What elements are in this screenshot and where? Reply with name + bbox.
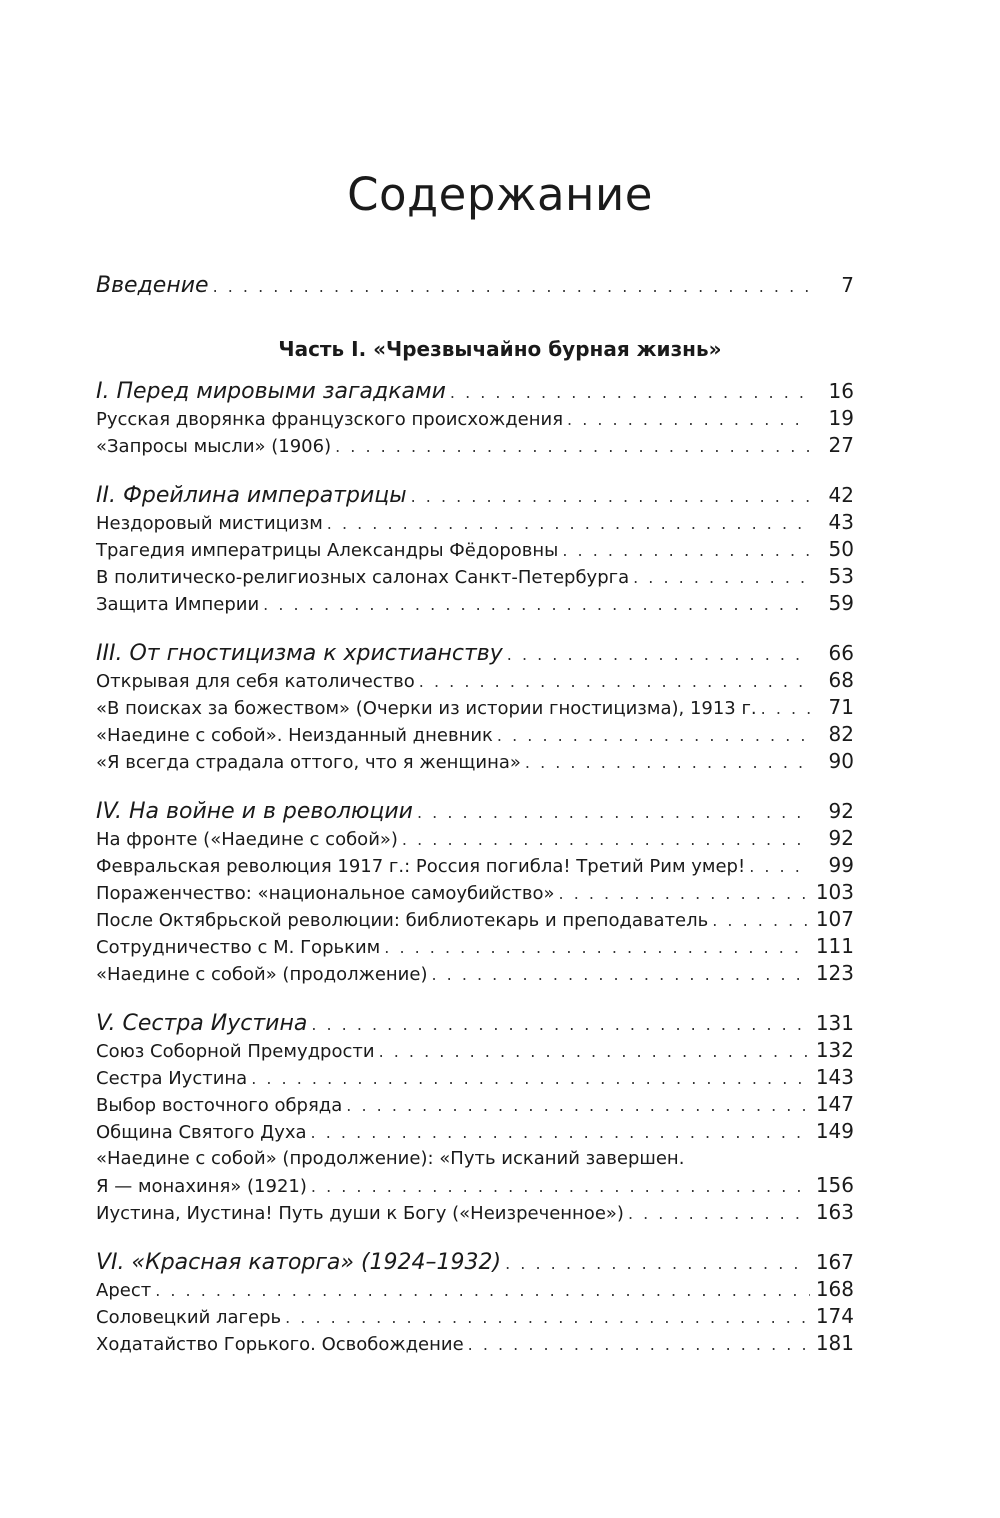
- toc-entry[interactable]: [96, 590, 854, 617]
- toc-entry[interactable]: [96, 667, 854, 694]
- toc-entry-page: 131: [815, 1011, 854, 1035]
- toc-entry[interactable]: [96, 933, 854, 960]
- toc-entry-label: В политическо-религиозных салонах Санкт-Петербурга: [96, 567, 630, 588]
- toc-entry-label: На фронте («Наедине с собой»): [96, 829, 398, 850]
- dot-leader: [628, 1200, 810, 1227]
- toc-entry-label: Соловецкий лагерь: [96, 1307, 282, 1328]
- dot-leader: [468, 1331, 810, 1358]
- dot-leader: [559, 880, 810, 907]
- toc-entry-page: 168: [815, 1277, 854, 1301]
- toc-entry-page: 16: [828, 379, 854, 403]
- toc-entry-label: Выбор восточного обряда: [96, 1095, 343, 1116]
- toc-entry-label: Пораженчество: «национальное самоубийство»: [96, 883, 555, 904]
- chapter-entry[interactable]: [96, 481, 854, 509]
- dot-leader: [749, 853, 810, 880]
- toc-entry[interactable]: [96, 536, 854, 563]
- dot-leader: [384, 934, 810, 961]
- chapter-entry[interactable]: [96, 1248, 854, 1276]
- toc-entry-label: «Наедине с собой» (продолжение): «Путь исканий завершен.: [96, 1148, 685, 1169]
- toc-entry-label: Введение: [96, 273, 209, 298]
- dot-leader: [497, 722, 810, 749]
- dot-leader: [419, 668, 810, 695]
- toc-entry[interactable]: [96, 879, 854, 906]
- toc-entry-page: 156: [815, 1173, 854, 1197]
- toc-entry-label: Союз Соборной Премудрости: [96, 1041, 375, 1062]
- chapter-block: [96, 377, 854, 459]
- toc-entry[interactable]: [96, 748, 854, 775]
- toc-entry[interactable]: [96, 1330, 854, 1357]
- toc-entry-label: «Я всегда страдала оттого, что я женщина»: [96, 752, 521, 773]
- dot-leader: [311, 1011, 810, 1039]
- dot-leader: [562, 537, 810, 564]
- toc-entry[interactable]: [96, 509, 854, 536]
- dot-leader: [712, 907, 810, 934]
- toc-entry-page: 132: [815, 1038, 854, 1062]
- toc-entry-page: 59: [828, 591, 854, 615]
- toc-entry[interactable]: [96, 694, 854, 721]
- dot-leader: [285, 1304, 810, 1331]
- dot-leader: [450, 379, 810, 407]
- toc-entry-page: 90: [828, 749, 854, 773]
- chapter-entry[interactable]: [96, 1009, 854, 1037]
- toc-entry[interactable]: [96, 960, 854, 987]
- toc-entry[interactable]: [96, 1037, 854, 1064]
- page-title: Содержание: [347, 168, 653, 222]
- toc-entry[interactable]: [96, 1199, 854, 1226]
- toc-entry-multiline-first[interactable]: [96, 1145, 854, 1172]
- dot-leader: [311, 1119, 810, 1146]
- toc-entry-page: 82: [828, 722, 854, 746]
- toc-entry[interactable]: [96, 563, 854, 590]
- toc-entry-page: 92: [828, 826, 854, 850]
- toc-entry-label: «Наедине с собой» (продолжение): [96, 964, 428, 985]
- dot-leader: [346, 1092, 810, 1119]
- toc-entry-page: 19: [828, 406, 854, 430]
- toc-entry-page: 99: [828, 853, 854, 877]
- toc-entry[interactable]: [96, 432, 854, 459]
- toc-entry-label: «Запросы мысли» (1906): [96, 436, 332, 457]
- chapter-block: [96, 797, 854, 987]
- dot-leader: [251, 1065, 810, 1092]
- toc-entry-label: «В поисках за божеством» (Очерки из истории гностицизма), 1913 г.: [96, 698, 757, 719]
- toc-entry-label: Иустина, Иустина! Путь души к Богу («Неизреченное»): [96, 1203, 624, 1224]
- toc-entry-page: 71: [828, 695, 854, 719]
- toc-entry-page: 143: [815, 1065, 854, 1089]
- toc-entry-label: Сестра Иустина: [96, 1068, 248, 1089]
- dot-leader: [311, 1173, 810, 1200]
- toc-entry-label: После Октябрьской революции: библиотекарь и преподаватель: [96, 910, 709, 931]
- dot-leader: [379, 1038, 810, 1065]
- toc-entry-label: V. Сестра Иустина: [96, 1011, 308, 1036]
- chapter-block: [96, 1248, 854, 1357]
- toc-entry-page: 66: [828, 641, 854, 665]
- toc-entry[interactable]: [96, 1303, 854, 1330]
- toc-entry-page: 107: [815, 907, 854, 931]
- dot-leader: [431, 961, 810, 988]
- toc-entry-label: Нездоровый мистицизм: [96, 513, 323, 534]
- dot-leader: [335, 433, 810, 460]
- toc-entry-page: 174: [815, 1304, 854, 1328]
- toc-entry-page: 27: [828, 433, 854, 457]
- toc-entry[interactable]: [96, 1091, 854, 1118]
- toc-entry-label: Ходатайство Горького. Освобождение: [96, 1334, 464, 1355]
- toc-entry-intro[interactable]: [96, 272, 854, 299]
- toc-entry-label: Я — монахиня» (1921): [96, 1176, 307, 1197]
- toc-entry-label: Трагедия императрицы Александры Фёдоровны: [96, 540, 559, 561]
- dot-leader: [213, 273, 810, 300]
- toc-entry-page: 53: [828, 564, 854, 588]
- toc-entry-page: 68: [828, 668, 854, 692]
- dot-leader: [761, 695, 810, 722]
- toc-entry-page: 167: [815, 1250, 854, 1274]
- toc-entry-page: 92: [828, 799, 854, 823]
- dot-leader: [525, 749, 810, 776]
- toc-entry[interactable]: [96, 906, 854, 933]
- chapter-block: [96, 1009, 854, 1226]
- chapter-entry[interactable]: [96, 797, 854, 825]
- toc-entry-label: Защита Империи: [96, 594, 260, 615]
- toc-entry-label: Русская дворянка французского происхождения: [96, 409, 564, 430]
- dot-leader: [633, 564, 810, 591]
- chapter-block: [96, 639, 854, 775]
- toc-entry-page: 50: [828, 537, 854, 561]
- toc-entry-label: Сотрудничество с М. Горьким: [96, 937, 381, 958]
- toc-entry-label: «Наедине с собой». Неизданный дневник: [96, 725, 493, 746]
- toc-entry-page: 42: [828, 483, 854, 507]
- toc-entry-page: 111: [815, 934, 854, 958]
- toc-entry-multiline-second[interactable]: [96, 1172, 854, 1199]
- toc-entry-label: Община Святого Духа: [96, 1122, 307, 1143]
- toc-entry-label: Открывая для себя католичество: [96, 671, 415, 692]
- toc-entry-label: IV. На войне и в революции: [96, 799, 413, 824]
- toc-entry-page: 43: [828, 510, 854, 534]
- dot-leader: [411, 483, 810, 511]
- dot-leader: [507, 641, 810, 669]
- toc-entry[interactable]: [96, 1064, 854, 1091]
- toc-entry[interactable]: [96, 825, 854, 852]
- dot-leader: [263, 591, 810, 618]
- dot-leader: [402, 826, 810, 853]
- toc-entry-page: 149: [815, 1119, 854, 1143]
- toc-entry-label: II. Фрейлина императрицы: [96, 483, 407, 508]
- toc-entry-page: 123: [815, 961, 854, 985]
- toc-entry-label: III. От гностицизма к христианству: [96, 641, 503, 666]
- toc-intro: [96, 272, 854, 299]
- chapter-entry[interactable]: [96, 377, 854, 405]
- toc-entry[interactable]: [96, 852, 854, 879]
- toc-entry-page: 7: [841, 273, 854, 297]
- dot-leader: [567, 406, 810, 433]
- toc-entry-label: Арест: [96, 1280, 152, 1301]
- toc-entry-label: I. Перед мировыми загадками: [96, 379, 446, 404]
- chapter-entry[interactable]: [96, 639, 854, 667]
- toc-entry-page: 147: [815, 1092, 854, 1116]
- toc-entry[interactable]: [96, 405, 854, 432]
- toc-list: [96, 377, 854, 1379]
- toc-entry[interactable]: [96, 721, 854, 748]
- dot-leader: [417, 799, 810, 827]
- dot-leader: [327, 510, 810, 537]
- dot-leader: [155, 1277, 810, 1304]
- toc-entry-page: 181: [815, 1331, 854, 1355]
- toc-entry-label: Февральская революция 1917 г.: Россия погибла! Третий Рим умер!: [96, 856, 746, 877]
- dot-leader: [505, 1250, 810, 1278]
- toc-entry[interactable]: [96, 1276, 854, 1303]
- toc-entry[interactable]: [96, 1118, 854, 1145]
- part-heading: Часть I. «Чрезвычайно бурная жизнь»: [278, 337, 722, 361]
- chapter-block: [96, 481, 854, 617]
- toc-entry-label: VI. «Красная каторга» (1924–1932): [96, 1250, 502, 1275]
- toc-entry-page: 103: [815, 880, 854, 904]
- toc-entry-page: 163: [815, 1200, 854, 1224]
